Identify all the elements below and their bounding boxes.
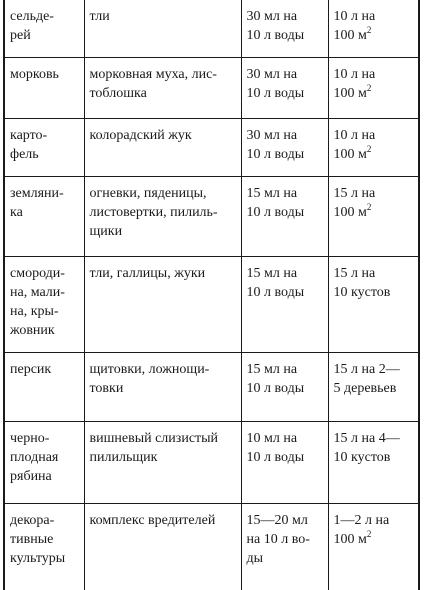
crop-line: декора- [10,512,55,528]
dose-line: 15 мл на [246,265,298,281]
pests-line: щитовки, ложнощи- [89,361,210,377]
rate-line: 15 л на [333,265,376,281]
crop-line: культуры [10,550,66,566]
crop-cell [4,256,84,352]
rate-line: 10 кустов [333,449,391,465]
pests-cell [84,118,241,176]
pests-line: товки [89,380,124,396]
rate-line: 10 л на [333,127,376,143]
rate-line: 1—2 л на [333,512,390,528]
crop-cell [4,0,84,57]
crop-line: ка [10,204,23,220]
pests-cell [84,352,241,421]
rate-line: 15 л на 2— [333,361,400,377]
pests-cell [84,256,241,352]
dose-line: 10 л воды [246,85,305,101]
dose-line: на 10 л во- [246,531,310,547]
dose-cell [241,421,328,503]
crop-cell [4,176,84,256]
crop-line: на, мали- [10,284,65,300]
table-row [4,57,419,118]
rate-area-exponent: 2 [366,201,372,212]
rate-line: 10 кустов [333,284,391,300]
rate-cell [328,57,419,118]
rate-line [334,530,415,549]
dose-cell [241,503,328,590]
rate-area-unit: 100 м [333,28,367,43]
rate-line: 5 деревьев [333,380,397,396]
pests-line: комплекс вредителей [89,512,216,528]
rate-area-unit: 100 м [333,85,367,101]
table-row [4,421,419,503]
rate-cell [328,0,419,57]
pests-line: листовертки, пилиль- [89,204,218,220]
rate-line: 15 л на [333,185,376,201]
rate-line [334,84,415,103]
crop-cell [4,352,84,421]
rate-line: 15 л на 4— [333,430,400,446]
crop-cell [4,421,84,503]
rate-cell [328,256,419,352]
pests-line: щики [89,223,123,239]
rate-cell [328,352,419,421]
pests-cell [84,503,241,590]
pesticide-dosage-table [3,0,420,590]
dose-line: 30 мл на [246,9,298,24]
crop-line: плодная [10,449,59,465]
dose-cell [241,118,328,176]
rate-area-exponent: 2 [366,528,372,539]
dose-line: 15 мл на [246,185,298,201]
rate-area-unit: 100 м [333,204,367,220]
dose-line: 10 л воды [246,380,305,396]
table-row [4,503,419,590]
dose-cell [241,352,328,421]
dose-cell [241,0,328,57]
dose-cell [241,176,328,256]
dose-line: 10 л воды [246,284,305,300]
table-row [4,176,419,256]
rate-line: 10 л на [333,9,376,24]
rate-line [334,145,415,164]
rate-cell [328,421,419,503]
pests-line: пилильщик [89,449,158,465]
crop-cell [4,57,84,118]
crop-cell [4,503,84,590]
dose-line: 15—20 мл [246,512,308,528]
pests-cell [84,57,241,118]
rate-area-unit: 100 м [333,146,367,162]
rate-line: 10 л на [333,66,376,82]
dose-cell [241,57,328,118]
pests-cell [84,176,241,256]
rate-cell [328,176,419,256]
dose-line: 30 мл на [246,127,298,143]
pests-line: тли, галлицы, жуки [89,265,206,281]
rate-area-exponent: 2 [366,82,372,93]
table-row [4,352,419,421]
dose-line: 10 л воды [246,204,305,220]
pests-line: морковная муха, лис- [89,66,217,82]
table-row [4,118,419,176]
pests-cell [84,0,241,57]
crop-line: смороди- [10,265,65,281]
crop-line: рябина [10,468,52,484]
rate-area-exponent: 2 [366,143,372,154]
rate-cell [328,503,419,590]
pests-line: тли [89,9,110,24]
table-row [4,0,419,57]
dose-line: 15 мл на [246,361,298,377]
pests-line: тоблошка [89,85,147,101]
crop-line: сельде- [10,9,54,24]
crop-line: черно- [10,430,50,446]
dose-line: 10 л воды [246,28,305,43]
pests-cell [84,421,241,503]
crop-line: морковь [10,66,59,82]
rate-area-unit: 100 м [333,531,367,547]
crop-line: фель [10,146,39,162]
pests-line: вишневый слизистый [89,430,219,446]
crop-line: на, кры- [10,303,59,319]
dose-cell [241,256,328,352]
dose-line: 30 мл на [246,66,298,82]
crop-line: жовник [10,322,55,338]
crop-line: рей [10,28,31,43]
crop-cell [4,118,84,176]
crop-line: земляни- [10,185,64,201]
dose-line: 10 л воды [246,146,305,162]
rate-area-exponent: 2 [366,25,372,35]
pests-line: колорадский жук [89,127,192,143]
table-row [4,256,419,352]
pests-line: огневки, пяденицы, [89,185,207,201]
crop-line: карто- [10,127,48,143]
dose-line: 10 мл на [246,430,298,446]
dose-line: ды [246,550,264,566]
crop-line: тивные [10,531,54,547]
rate-line [334,203,415,222]
rate-line [334,26,415,45]
dose-line: 10 л воды [246,449,305,465]
crop-line: персик [10,361,52,377]
rate-cell [328,118,419,176]
